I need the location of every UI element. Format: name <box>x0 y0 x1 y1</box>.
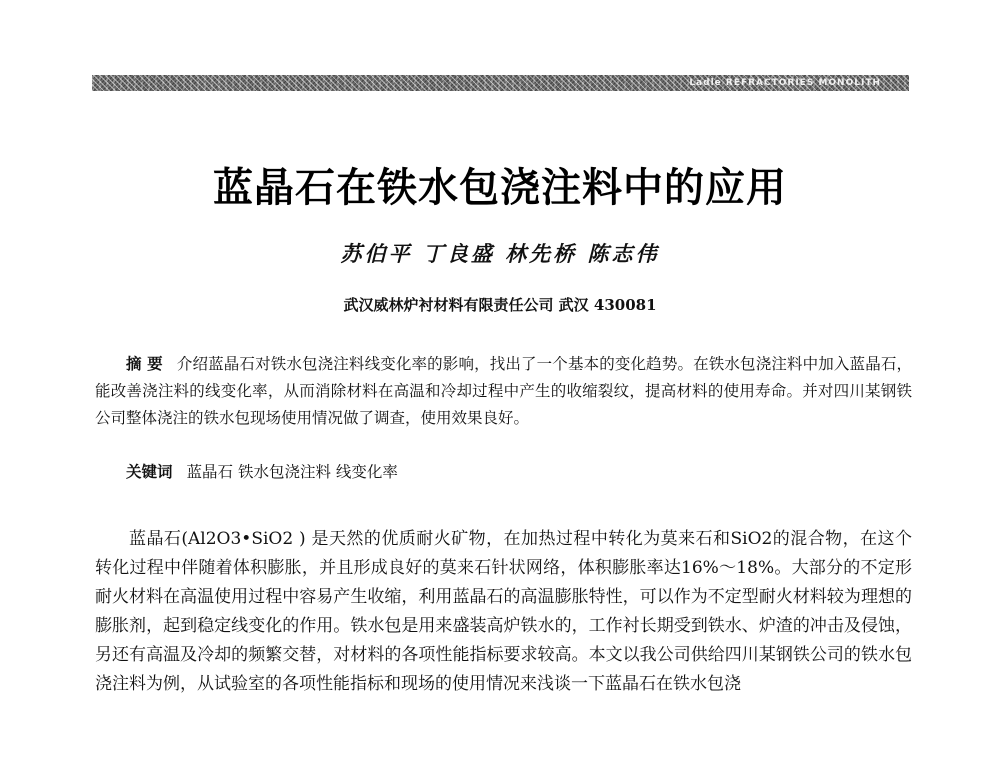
journal-header-label: Ladle REFRACTORIES MONOLITH <box>689 78 881 88</box>
author-list: 苏伯平 丁良盛 林先桥 陈志伟 <box>340 241 660 266</box>
paper-title: 蓝晶石在铁水包浇注料中的应用 <box>213 165 787 211</box>
body-paragraph: 蓝晶石(Al2O3•SiO2 ) 是天然的优质耐火矿物，在加热过程中转化为莫来石和SiO2的混合物，在这个转化过程中伴随着体积膨胀，并且形成良好的莫来石针状网络，体积膨胀率达16%～18%。大部分的不定形耐火材料在高温使用过程中容易产生收缩，利用蓝晶石的高温膨胀特性，可以作为不定型耐火材料较为理想的膨胀剂，起到稳定线变化的作用。铁水包是用来盛装高炉铁水的，工作衬长期受到铁水、炉渣的冲击及侵蚀，另还有高温及冷却的频繁交替，对材料的各项性能指标要求较高。本文以我公司供给四川某钢铁公司的铁水包浇注料为例，从试验室的各项性能指标和现场的使用情况来浅谈一下蓝晶石在铁水包浇 <box>95 529 912 694</box>
keywords-text: 蓝晶石 铁水包浇注料 线变化率 <box>186 463 398 481</box>
journal-header-band <box>92 75 909 91</box>
abstract-label: 摘 要 <box>126 354 163 373</box>
keywords <box>95 458 912 486</box>
abstract-text: 介绍蓝晶石对铁水包浇注料线变化率的影响，找出了一个基本的变化趋势。在铁水包浇注料中加入蓝晶石，能改善浇注料的线变化率，从而消除材料在高温和冷却过程中产生的收缩裂纹，提高材料的使用寿命。并对四川某钢铁公司整体浇注的铁水包现场使用情况做了调查，使用效果良好。 <box>95 355 912 427</box>
keywords-label: 关键词 <box>126 462 173 481</box>
abstract <box>95 350 912 432</box>
author-affiliation: 武汉威林炉衬材料有限责任公司 武汉 430081 <box>343 296 657 314</box>
